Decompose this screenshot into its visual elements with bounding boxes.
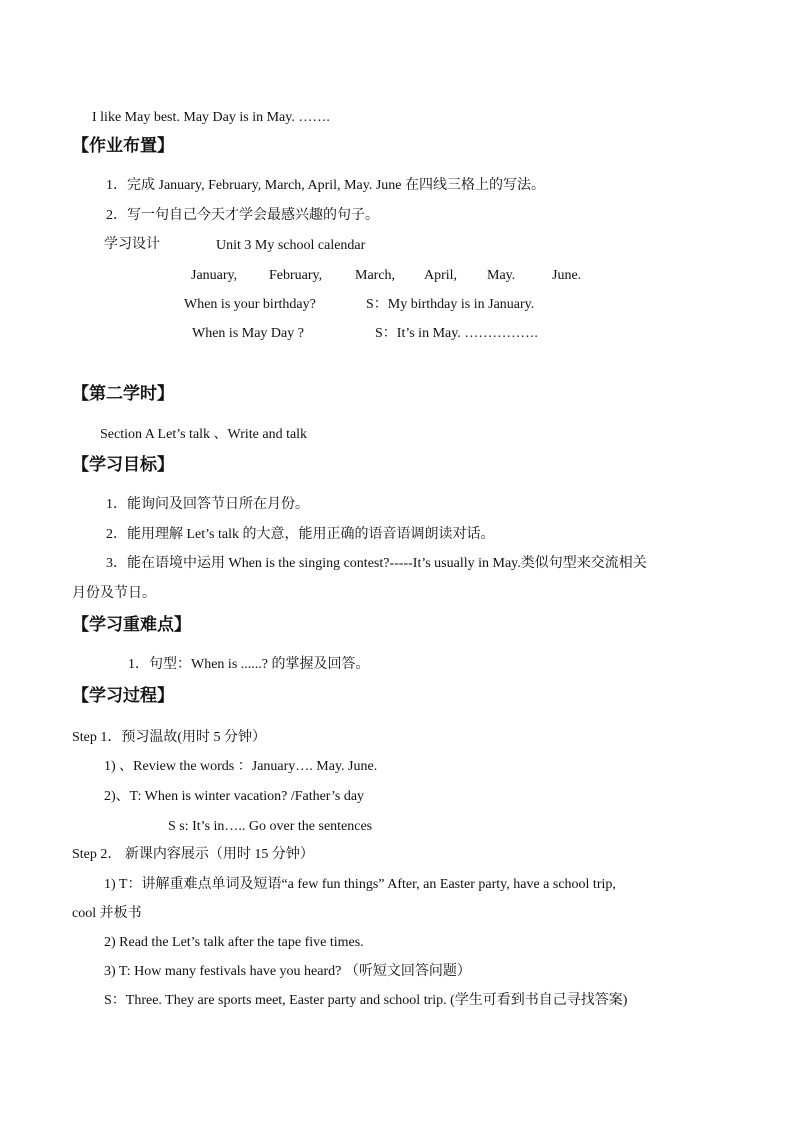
key-point-item-1-num: 1． [128,657,149,672]
design-answer-1: S：My birthday is in January. [366,297,535,312]
objective-item-2-num: 2． [106,527,127,542]
step2-line-2: 2) Read the Let’s talk after the tape five times. [104,935,364,950]
step2-line-4: S：Three. They are sports meet, Easter party and school trip. (学生可看到书自己寻找答案) [104,993,628,1008]
design-answer-2: S：It’s in May. ……………. [375,326,538,341]
objective-item-2 [106,526,495,544]
homework-heading: 【作业布置】 [72,136,174,156]
objective-item-3-text: 能在语境中运用 When is the singing contest?-----It’s usually in May.类似句型来交流相关 [127,556,647,571]
key-points-heading: 【学习重难点】 [72,615,191,635]
homework-item-2-num: 2． [106,208,127,223]
step2-line-3: 3) T: How many festivals have you heard? （听短文回答问题） [104,964,471,979]
homework-item-1 [106,177,545,195]
key-point-item-1-text: 句型：When is ......? 的掌握及回答。 [149,657,370,672]
month-january: January, [191,268,238,283]
objective-item-2-text: 能用理解 Let’s talk 的大意，能用正确的语音语调朗读对话。 [127,527,495,542]
month-may: May. [487,268,516,283]
step2-title: Step 2． 新课内容展示（用时 15 分钟） [72,847,314,862]
homework-item-1-text: 完成 January, February, March, April, May. June 在四线三格上的写法。 [127,178,545,193]
month-april: April, [424,268,458,283]
design-question-2: When is May Day ? [192,326,304,341]
design-question-1: When is your birthday? [184,297,316,312]
design-title: Unit 3 My school calendar [216,238,366,253]
month-june: June. [552,268,582,283]
step1-line-3: S s: It’s in….. Go over the sentences [168,819,373,834]
step1-line-1: 1) 、Review the words ：January…. May. June. [104,759,378,774]
step2-line-1-continued: cool 并板书 [72,906,142,921]
objective-item-1-text: 能询问及回答节日所在月份。 [127,497,309,512]
design-label: 学习设计 [104,237,160,252]
process-heading: 【学习过程】 [72,686,174,706]
objective-item-1-num: 1． [106,497,127,512]
intro-line: I like May best. May Day is in May. ……. [92,110,330,125]
objective-item-3-num: 3． [106,556,127,571]
objective-item-3-continued: 月份及节日。 [72,586,156,601]
lesson2-section: Section A Let’s talk 、Write and talk [100,427,308,442]
objective-item-1 [106,496,309,514]
step1-line-2: 2)、T: When is winter vacation? /Father’s day [104,789,365,804]
lesson2-heading: 【第二学时】 [72,384,174,404]
step1-title: Step 1．预习温故(用时 5 分钟） [72,730,267,745]
month-march: March, [355,268,396,283]
objective-item-3 [106,555,647,573]
objectives-heading: 【学习目标】 [72,455,174,475]
step2-line-1: 1) T：讲解重难点单词及短语“a few fun things” After, an Easter party, have a school trip, [104,877,616,892]
homework-item-1-num: 1． [106,178,127,193]
homework-item-2 [106,207,379,225]
months-row [191,267,581,285]
homework-item-2-text: 写一句自己今天才学会最感兴趣的句子。 [127,208,379,223]
key-point-item-1 [128,656,369,674]
month-february: February, [269,268,323,283]
